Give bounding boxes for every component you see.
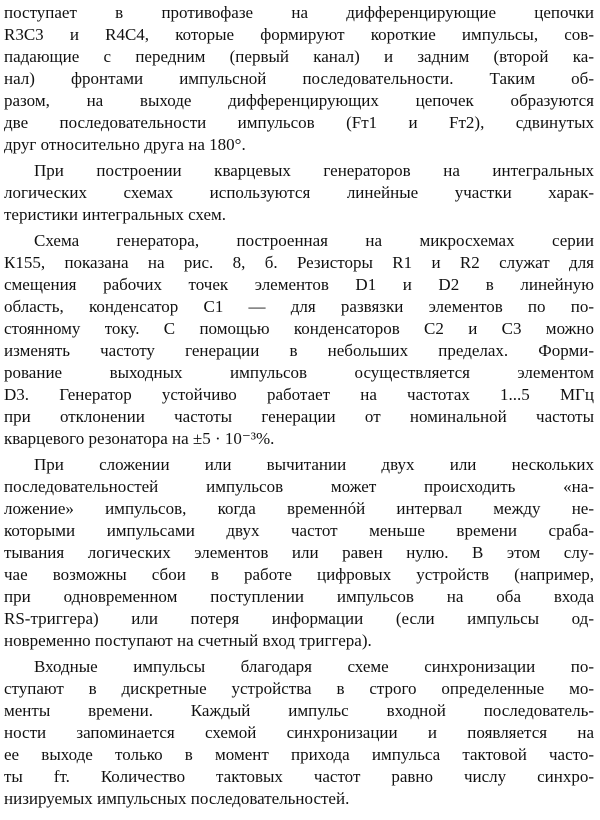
text-line: две последовательности импульсов (Fт1 и Fт2), сдвинутых bbox=[4, 113, 594, 132]
text-line: ности запоминается схемой синхронизации и появляется на bbox=[4, 723, 594, 742]
text-line: нал) фронтами импульсной последовательности. Таким об- bbox=[4, 69, 594, 88]
text-line: кварцевого резонатора на ±5 · 10⁻³%. bbox=[4, 429, 275, 448]
text-line: ты fт. Количество тактовых частот равно числу синхро- bbox=[4, 767, 594, 786]
text-line: чае возможны сбои в работе цифровых устройств (например, bbox=[4, 565, 594, 584]
text-line: при отклонении частоты генерации от номинальной частоты bbox=[4, 407, 594, 426]
text-line: ложение» импульсов, когда временнóй интервал между не- bbox=[4, 499, 594, 518]
text-line: Схема генератора, построенная на микросхемах серии bbox=[34, 231, 594, 250]
text-line: смещения рабочих точек элементов D1 и D2 в линейную bbox=[4, 275, 594, 294]
text-line: При сложении или вычитании двух или нескольких bbox=[34, 455, 594, 474]
text-line: последовательностей импульсов может происходить «на- bbox=[4, 477, 594, 496]
text-line: область, конденсатор C1 — для развязки элементов по по- bbox=[4, 297, 594, 316]
text-line: ее выходе только в момент прихода импульса тактовой часто- bbox=[4, 745, 594, 764]
text-line: D3. Генератор устойчиво работает на частотах 1...5 МГц bbox=[4, 385, 594, 404]
text-line: падающие с передним (первый канал) и задним (второй ка- bbox=[4, 47, 594, 66]
text-line: при одновременном поступлении импульсов на оба входа bbox=[4, 587, 594, 606]
text-line: ступают в дискретные устройства в строго определенные мо- bbox=[4, 679, 594, 698]
text-line: К155, показана на рис. 8, б. Резисторы R1 и R2 служат для bbox=[4, 253, 594, 272]
text-line: логических схемах используются линейные участки харак- bbox=[4, 183, 594, 202]
text-line: менты времени. Каждый импульс входной последователь- bbox=[4, 701, 594, 720]
text-line: стоянному току. С помощью конденсаторов C2 и C3 можно bbox=[4, 319, 594, 338]
text-line: которыми импульсами двух частот меньше времени сраба- bbox=[4, 521, 594, 540]
text-line: новременно поступают на счетный вход триггера). bbox=[4, 631, 372, 650]
text-line: рование выходных импульсов осуществляется элементом bbox=[4, 363, 594, 382]
text-line: RS-триггера) или потеря информации (если импульсы од- bbox=[4, 609, 594, 628]
text-line: разом, на выходе дифференцирующих цепочек образуются bbox=[4, 91, 594, 110]
text-line: поступает в противофазе на дифференцирующие цепочки bbox=[4, 3, 594, 22]
text-line: При построении кварцевых генераторов на интегральных bbox=[34, 161, 594, 180]
text-line: R3C3 и R4C4, которые формируют короткие импульсы, сов- bbox=[4, 25, 594, 44]
text-line: изменять частоту генерации в небольших пределах. Форми- bbox=[4, 341, 594, 360]
text-line: низируемых импульсных последовательностей. bbox=[4, 789, 350, 808]
text-line: друг относительно друга на 180°. bbox=[4, 135, 246, 154]
text-line: Входные импульсы благодаря схеме синхронизации по- bbox=[34, 657, 594, 676]
text-line: тывания логических элементов или равен нулю. В этом слу- bbox=[4, 543, 594, 562]
text-line: теристики интегральных схем. bbox=[4, 205, 227, 224]
